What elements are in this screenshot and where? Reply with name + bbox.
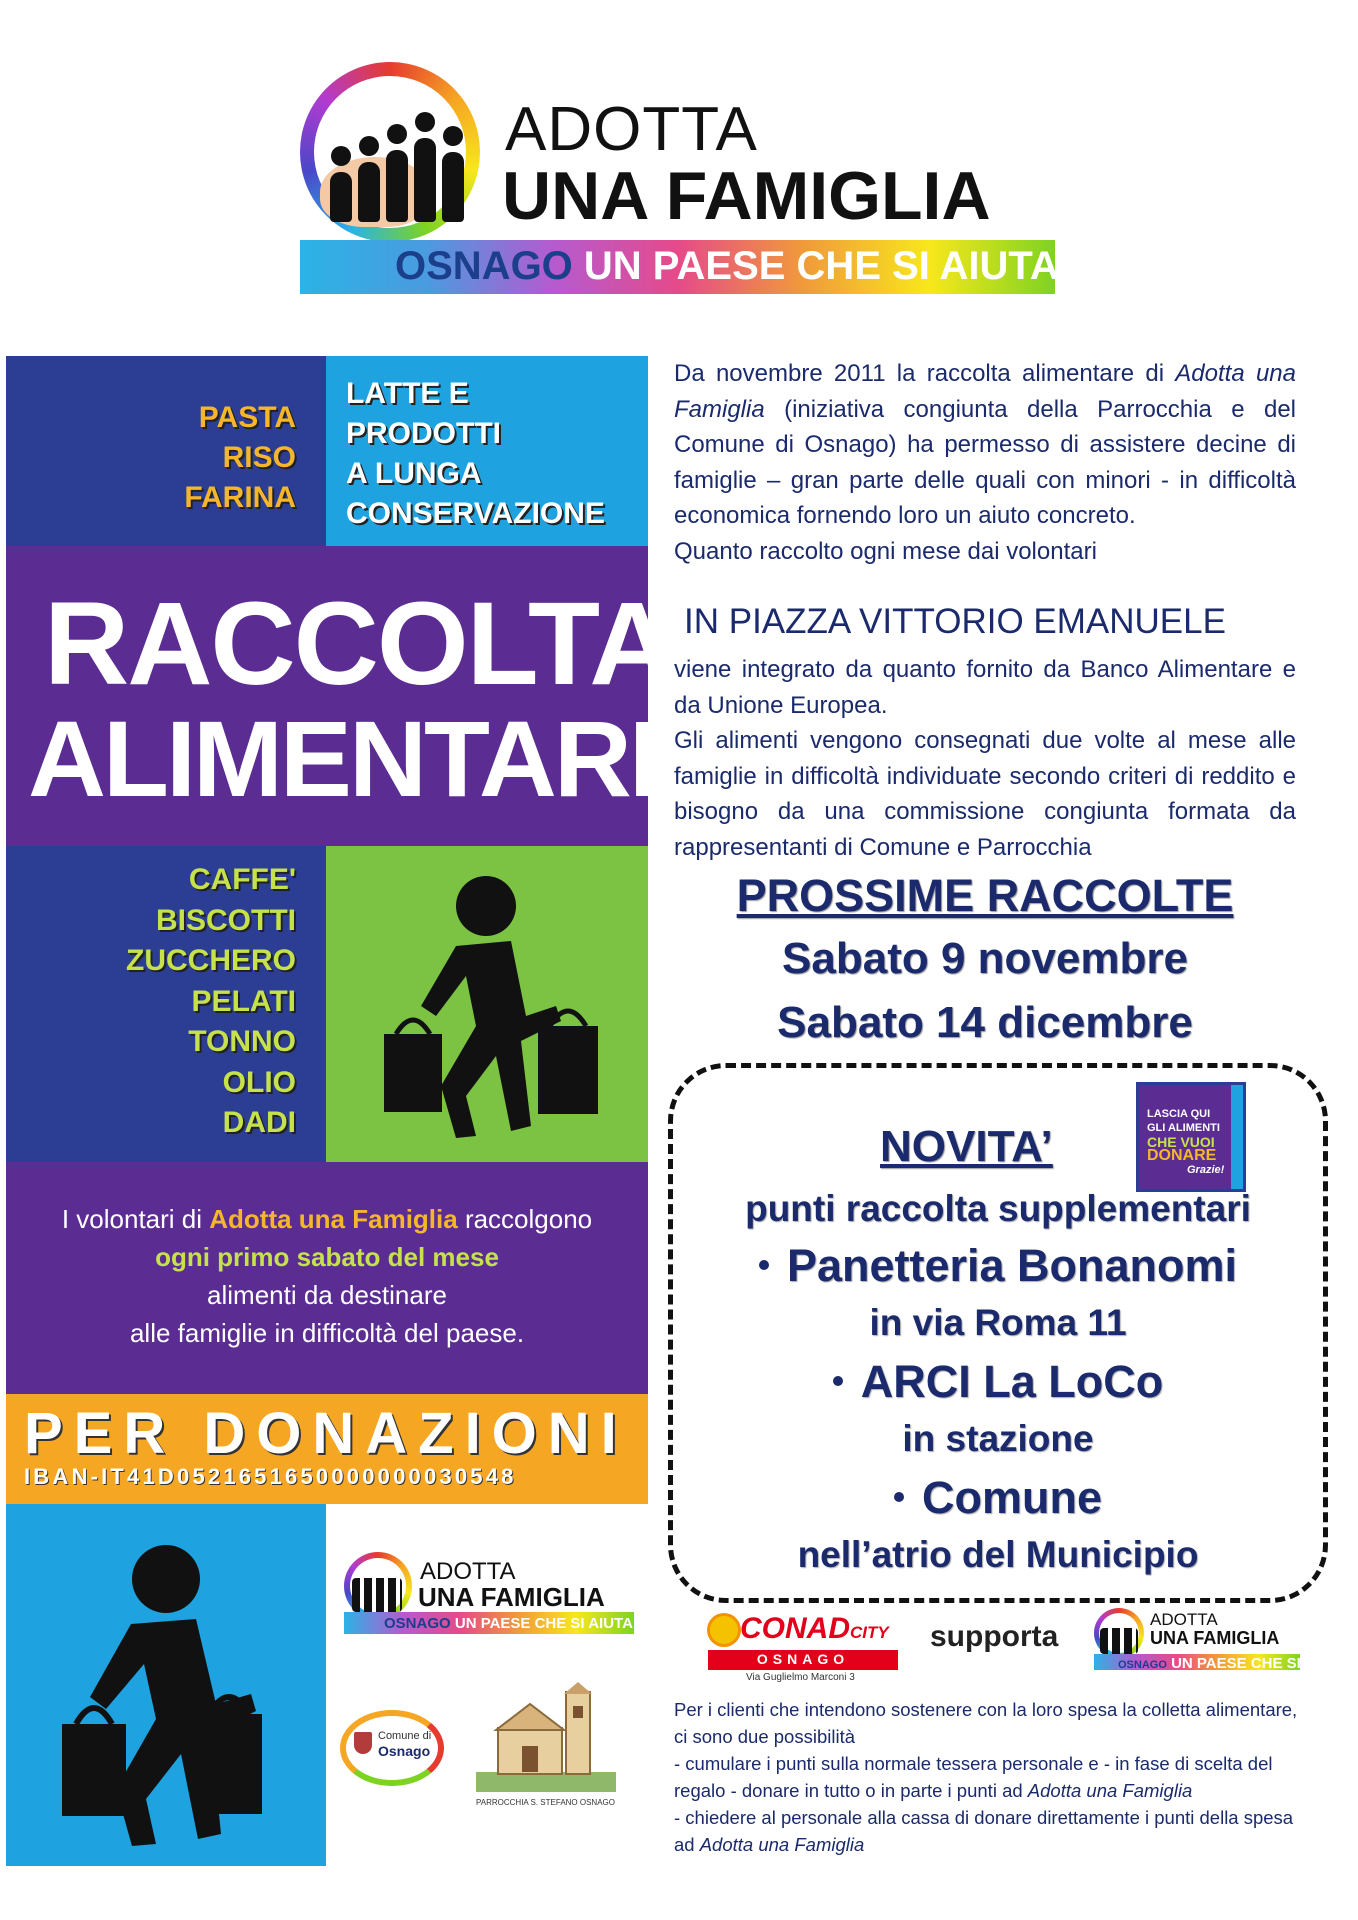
bullet-icon [759,1260,769,1270]
piazza-heading: IN PIAZZA VITTORIO EMANUELE [684,602,1226,641]
poster [6,356,698,1866]
poster-title-line1: RACCOLTA [44,578,673,710]
milk-list: LATTE E PRODOTTI A LUNGA CONSERVAZIONE [346,377,605,530]
donations-block [6,1394,648,1504]
footer-text: Per i clienti che intendono sostenere con la loro spesa la colletta alimentare, ci sono due possibilità - cumulare i punti sulla normale tessera personale e - in fase di scelta del regalo - donare in tutto o in parte i punti ad Adotta una Famiglia - chiedere al personale alla cassa di donare direttamente i punti della spesa ad Adotta una Famiglia [674,1699,1298,1855]
logo-line-adotta: ADOTTA [505,95,758,164]
partners-block [326,1504,648,1866]
poster-title-line2: ALIMENTARE [28,698,698,819]
collection-point-location: in stazione [902,1418,1094,1459]
intro-text-2: viene integrato da quanto fornito da Banco Alimentare e da Unione Europea. Gli alimenti vengono consegnati due volte al mese alle famiglie in difficoltà individuate secondo criteri di reddito e bisogno da una commissione congiunta formata da rappresentanti di Comune e Parrocchia [674,656,1296,861]
donations-title: PER DONAZIONI [24,1401,628,1466]
groceries-list: CAFFE' BISCOTTI ZUCCHERO PELATI TONNO OLIO DADI [126,863,296,1139]
family-people-icon [330,122,480,232]
supporta-label: supporta [930,1620,1059,1653]
shopper-block-bottom [6,1504,326,1866]
collection-point-location: in via Roma 11 [869,1302,1127,1343]
conad-logo: CONADCITY OSNAGO Via Guglielmo Marconi 3 [706,1610,900,1684]
shopper-block [326,846,648,1162]
novita-title: NOVITA’ [880,1122,1053,1171]
bullet-icon [894,1492,904,1502]
logo-line-una-famiglia: UNA FAMIGLIA [502,158,991,234]
church-icon [476,1682,616,1792]
comune-logo: Comune di Osnago [340,1700,460,1800]
poster-title-block [6,546,698,846]
conad-flower-icon [710,1616,738,1644]
walking-person-shopping-bags-icon [326,846,648,1162]
adotta-logo: ADOTTA UNA FAMIGLIA OSNAGO UN PAESE CHE SI AIUTA [344,1552,634,1642]
parrocchia-logo: PARROCCHIA S. STEFANO OSNAGO [476,1682,636,1822]
staples-list: PASTA RISO FARINA [184,401,296,514]
next-collections-title: PROSSIME RACCOLTE [736,870,1234,921]
bullet-icon [833,1376,843,1386]
intro-text: Da novembre 2011 la raccolta alimentare di Adotta una Famiglia (iniziativa congiunta della Parrocchia e del Comune di Osnago) ha permesso di assistere decine di famiglie – gran parte delle quali con minori - in difficoltà economica fornendo loro un aiuto concreto. Quanto raccolto ogni mese dai volontari [674,360,1296,565]
collection-date: Sabato 14 dicembre [777,998,1193,1047]
header-logo [300,62,1060,297]
collection-point-location: nell’atrio del Municipio [797,1534,1199,1575]
donation-sign-badge: LASCIA QUI GLI ALIMENTI CHE VUOI DONARE Grazie! [1136,1082,1246,1192]
collection-point: Panetteria Bonanomi [668,1240,1328,1292]
iban: IBAN-IT41D0521651650000000030548 [24,1464,517,1489]
walking-person-shopping-bags-icon [6,1504,326,1866]
adotta-logo-small: ADOTTA UNA FAMIGLIA OSNAGO UN PAESE CHE SI AIUTA [1094,1608,1300,1678]
groceries-block [6,846,326,1162]
collection-point: ARCI La LoCo [668,1356,1328,1408]
volunteers-block: I volontari di Adotta una Famiglia raccolgono ogni primo sabato del mese alimenti da destinare alle famiglie in difficoltà del paese. [6,1162,648,1394]
staples-block [6,356,326,546]
milk-block [326,356,648,546]
novita-subtitle: punti raccolta supplementari [745,1188,1251,1229]
collection-point: Comune [668,1472,1328,1524]
logo-band: OSNAGO UN PAESE CHE SI AIUTA [300,240,1055,294]
collection-date: Sabato 9 novembre [782,934,1188,983]
